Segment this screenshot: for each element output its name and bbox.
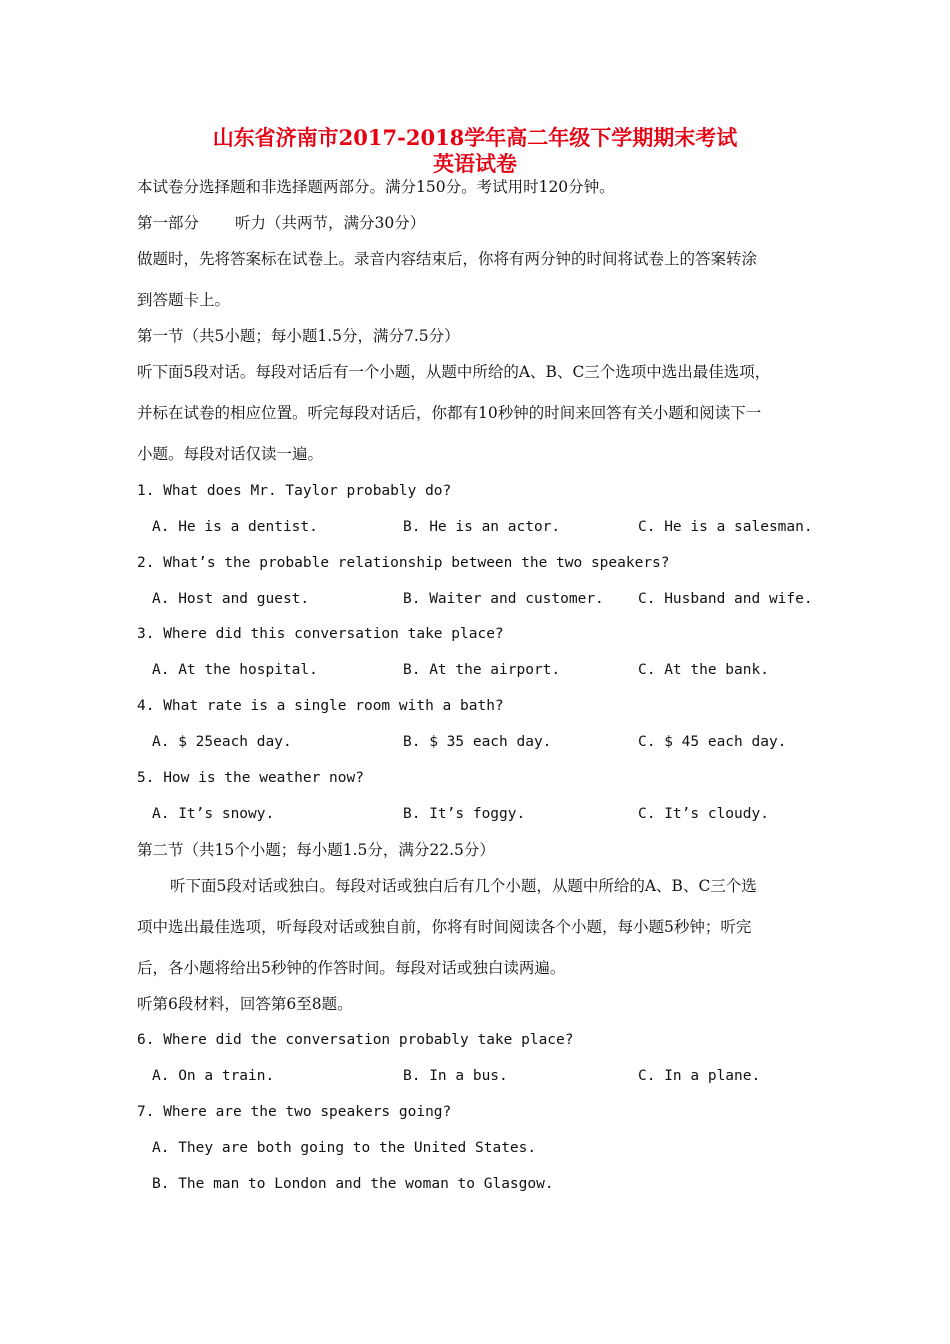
intro-text: 本试卷分选择题和非选择题两部分。满分150分。考试用时120分钟。 [137, 178, 615, 196]
q2-option-a: A. Host and guest. [152, 591, 310, 607]
q3-option-c: C. At the bank. [638, 662, 769, 678]
q3-option-a: A. At the hospital. [152, 662, 318, 678]
q2-option-b: B. Waiter and customer. [403, 591, 604, 607]
q4-option-c: C. $ 45 each day. [638, 734, 787, 750]
question-5: 5. How is the weather now? [137, 770, 364, 786]
q4-option-a: A. $ 25each day. [152, 734, 292, 750]
part1-instruction-2: 到答题卡上。 [137, 291, 231, 309]
q2-option-c: C. Husband and wife. [638, 591, 813, 607]
section2-instruction-2: 项中选出最佳选项，听每段对话或独自前，你将有时间阅读各个小题，每小题5秒钟；听完 [137, 918, 752, 936]
section1-instruction-1: 听下面5段对话。每段对话后有一个小题，从题中所给的A、B、C三个选项中选出最佳选项， [137, 363, 771, 381]
section1-heading: 第一节（共5小题；每小题1.5分，满分7.5分） [137, 327, 460, 345]
q7-option-b: B. The man to London and the woman to Glasgow. [152, 1176, 554, 1192]
section2-instruction-3: 后，各小题将给出5秒钟的作答时间。每段对话或独白读两遍。 [137, 959, 566, 977]
q5-option-c: C. It’s cloudy. [638, 806, 769, 822]
q5-option-a: A. It’s snowy. [152, 806, 275, 822]
section1-instruction-3: 小题。每段对话仅读一遍。 [137, 445, 324, 463]
question-1: 1. What does Mr. Taylor probably do? [137, 483, 452, 499]
q1-option-b: B. He is an actor. [403, 519, 561, 535]
exam-subtitle: 英语试卷 [433, 151, 517, 176]
section2-instruction-1: 听下面5段对话或独白。每段对话或独白后有几个小题，从题中所给的A、B、C三个选 [170, 877, 757, 895]
q5-option-b: B. It’s foggy. [403, 806, 526, 822]
section1-instruction-2: 并标在试卷的相应位置。听完每段对话后，你都有10秒钟的时间来回答有关小题和阅读下一 [137, 404, 762, 422]
q4-option-b: B. $ 35 each day. [403, 734, 552, 750]
section2-heading: 第二节（共15个小题；每小题1.5分，满分22.5分） [137, 841, 495, 859]
q3-option-b: B. At the airport. [403, 662, 561, 678]
part1-desc: 听力（共两节，满分30分） [235, 214, 426, 232]
question-4: 4. What rate is a single room with a bath? [137, 698, 504, 714]
q6-option-a: A. On a train. [152, 1068, 275, 1084]
part1-label: 第一部分 [137, 214, 200, 232]
q7-option-a: A. They are both going to the United States. [152, 1140, 537, 1156]
question-3: 3. Where did this conversation take place? [137, 626, 504, 642]
exam-title: 山东省济南市2017-2018学年高二年级下学期期末考试 [212, 125, 738, 150]
q6-option-b: B. In a bus. [403, 1068, 508, 1084]
q1-option-c: C. He is a salesman. [638, 519, 813, 535]
q6-option-c: C. In a plane. [638, 1068, 761, 1084]
part1-instruction-1: 做题时，先将答案标在试卷上。录音内容结束后，你将有两分钟的时间将试卷上的答案转涂 [137, 250, 758, 268]
question-7: 7. Where are the two speakers going? [137, 1104, 452, 1120]
q1-option-a: A. He is a dentist. [152, 519, 318, 535]
question-2: 2. What’s the probable relationship between the two speakers? [137, 555, 670, 571]
material-6-note: 听第6段材料，回答第6至8题。 [137, 995, 353, 1013]
part1-heading [137, 212, 425, 234]
question-6: 6. Where did the conversation probably take place? [137, 1032, 574, 1048]
